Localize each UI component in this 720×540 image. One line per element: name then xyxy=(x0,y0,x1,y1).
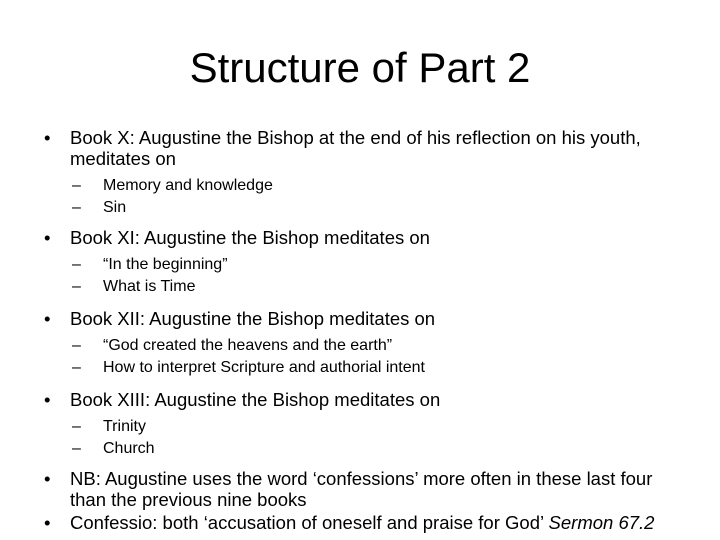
sub-item xyxy=(44,357,684,379)
slide-body xyxy=(44,127,684,533)
sub-item-text: “God created the heavens and the earth” xyxy=(103,337,393,354)
dash-marker: – xyxy=(72,256,81,273)
bullet-text: Book X: Augustine the Bishop at the end of his reflection on his youth, meditates on xyxy=(70,127,641,169)
sub-list xyxy=(44,416,684,460)
sub-item-text: What is Time xyxy=(103,278,196,295)
dash-marker: – xyxy=(72,177,81,194)
bullet-marker: • xyxy=(44,512,51,533)
sermon-citation: Sermon 67.2 xyxy=(548,512,655,533)
dash-marker: – xyxy=(72,440,81,457)
sub-list xyxy=(44,335,684,379)
dash-marker: – xyxy=(72,337,81,354)
bullet-text: Book XI: Augustine the Bishop meditates on xyxy=(70,227,430,248)
sub-list xyxy=(44,254,684,298)
sub-item xyxy=(44,335,684,357)
sub-item-text: Trinity xyxy=(103,418,146,435)
dash-marker: – xyxy=(72,199,81,216)
bullet-book-xiii xyxy=(44,389,684,410)
bullet-book-x xyxy=(44,127,684,169)
bullet-text: NB: Augustine uses the word ‘confessions’ more often in these last four than the previous nine books xyxy=(70,468,653,510)
sub-list xyxy=(44,175,684,219)
bullet-text: Book XII: Augustine the Bishop meditates on xyxy=(70,308,436,329)
sub-item-text: Memory and knowledge xyxy=(103,177,273,194)
bullet-marker: • xyxy=(44,308,51,329)
sub-item-text: Sin xyxy=(103,199,127,216)
dash-marker: – xyxy=(72,359,81,376)
bullet-book-xi xyxy=(44,227,684,248)
sub-item-text: Church xyxy=(103,440,155,457)
bullet-text: Confessio: both ‘accusation of oneself and praise for God’ xyxy=(70,512,549,533)
sub-item-text: How to interpret Scripture and authorial intent xyxy=(103,359,425,376)
bullet-marker: • xyxy=(44,389,51,410)
bullet-confessio xyxy=(44,512,684,533)
sub-item xyxy=(44,416,684,438)
bullet-marker: • xyxy=(44,468,51,489)
sub-item xyxy=(44,254,684,276)
sub-item xyxy=(44,276,684,298)
slide-title: Structure of Part 2 xyxy=(189,44,531,91)
sub-item xyxy=(44,438,684,460)
dash-marker: – xyxy=(72,278,81,295)
dash-marker: – xyxy=(72,418,81,435)
bullet-marker: • xyxy=(44,127,51,148)
bullet-text: Book XIII: Augustine the Bishop meditates on xyxy=(70,389,441,410)
bullet-nb-note xyxy=(44,468,684,510)
sub-item xyxy=(44,197,684,219)
sub-item-text: “In the beginning” xyxy=(103,256,228,273)
bullet-marker: • xyxy=(44,227,51,248)
bullet-book-xii xyxy=(44,308,684,329)
sub-item xyxy=(44,175,684,197)
